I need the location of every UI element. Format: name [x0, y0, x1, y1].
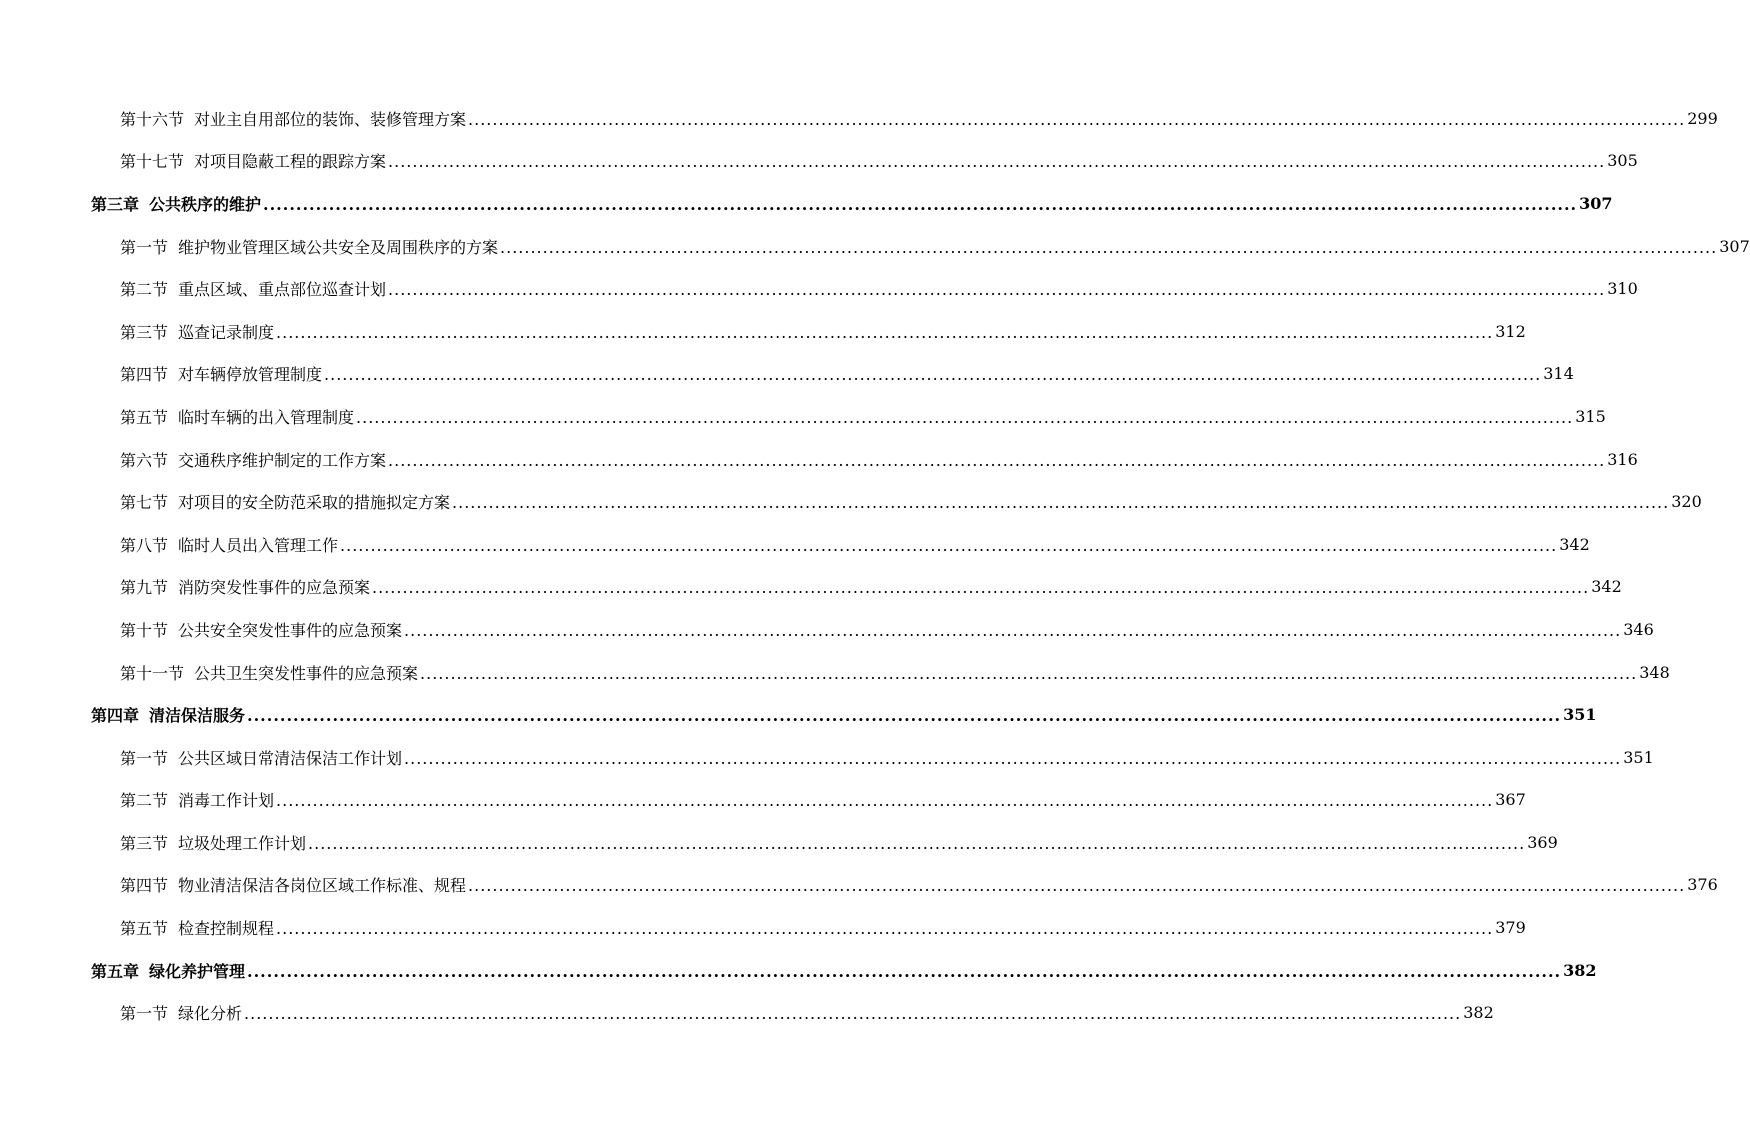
toc-dot-leader: ........................................................................................................................................................................................................ — [500, 237, 1718, 257]
toc-section-entry[interactable] — [0, 608, 1654, 651]
toc-entry-number: 第一节 — [120, 1004, 169, 1024]
toc-page-number: 346 — [1623, 619, 1654, 639]
toc-entry-number: 第二节 — [120, 791, 169, 811]
toc-entry-number: 第四节 — [120, 365, 169, 385]
toc-dot-leader: ........................................................................................................................................................................................................ — [468, 876, 1686, 896]
toc-entry-title: 临时车辆的出入管理制度 — [178, 407, 355, 427]
toc-entry-title: 公共秩序的维护 — [149, 194, 262, 214]
toc-entry-number: 第一节 — [120, 237, 169, 257]
toc-page-number: 342 — [1591, 577, 1622, 597]
toc-entry-title: 对车辆停放管理制度 — [178, 365, 323, 385]
toc-section-entry[interactable] — [0, 523, 1590, 566]
toc-section-entry[interactable] — [0, 97, 1718, 140]
table-of-contents — [0, 97, 1750, 1034]
toc-entry-title: 巡查记录制度 — [178, 322, 275, 342]
toc-dot-leader: ........................................................................................................................................................................................................ — [452, 493, 1670, 513]
toc-dot-leader: ........................................................................................................................................................................................................ — [263, 194, 1578, 214]
toc-entry-number: 第七节 — [120, 493, 169, 513]
toc-page-number: 307 — [1719, 236, 1750, 256]
toc-dot-leader: ........................................................................................................................................................................................................ — [276, 791, 1494, 811]
toc-entry-title: 公共卫生突发性事件的应急预案 — [194, 663, 419, 683]
toc-entry-title: 临时人员出入管理工作 — [178, 535, 339, 555]
toc-section-entry[interactable] — [0, 353, 1574, 396]
toc-dot-leader: ........................................................................................................................................................................................................ — [372, 578, 1590, 598]
toc-entry-title: 公共安全突发性事件的应急预案 — [178, 620, 403, 640]
toc-dot-leader: ........................................................................................................................................................................................................ — [308, 833, 1526, 853]
toc-entry-number: 第四章 — [91, 706, 140, 726]
toc-page-number: 351 — [1563, 705, 1597, 725]
toc-section-entry[interactable] — [0, 438, 1638, 481]
toc-entry-title: 对业主自用部位的装饰、装修管理方案 — [194, 109, 467, 129]
toc-page-number: 307 — [1579, 193, 1613, 213]
toc-page-number: 320 — [1671, 492, 1702, 512]
toc-page-number: 315 — [1575, 406, 1606, 426]
toc-page-number: 382 — [1563, 960, 1597, 980]
toc-chapter-entry[interactable] — [0, 949, 1597, 992]
toc-dot-leader: ........................................................................................................................................................................................................ — [247, 706, 1562, 726]
toc-section-entry[interactable] — [0, 310, 1526, 353]
toc-dot-leader: ........................................................................................................................................................................................................ — [388, 280, 1606, 300]
toc-page-number: 379 — [1495, 918, 1526, 938]
toc-entry-number: 第三节 — [120, 322, 169, 342]
toc-page-number: 369 — [1527, 832, 1558, 852]
toc-entry-title: 物业清洁保洁各岗位区域工作标准、规程 — [178, 876, 467, 896]
toc-section-entry[interactable] — [0, 225, 1750, 268]
toc-page-number: 348 — [1639, 662, 1670, 682]
toc-entry-number: 第五章 — [91, 961, 140, 981]
toc-entry-number: 第十六节 — [120, 109, 185, 129]
toc-page-number: 312 — [1495, 321, 1526, 341]
toc-entry-number: 第九节 — [120, 578, 169, 598]
toc-chapter-entry[interactable] — [0, 693, 1597, 736]
toc-dot-leader: ........................................................................................................................................................................................................ — [388, 152, 1606, 172]
toc-dot-leader: ........................................................................................................................................................................................................ — [276, 322, 1494, 342]
toc-page-number: 376 — [1687, 875, 1718, 895]
toc-dot-leader: ........................................................................................................................................................................................................ — [404, 620, 1622, 640]
toc-section-entry[interactable] — [0, 395, 1606, 438]
toc-entry-number: 第二节 — [120, 280, 169, 300]
toc-entry-title: 垃圾处理工作计划 — [178, 833, 307, 853]
toc-entry-number: 第八节 — [120, 535, 169, 555]
toc-page-number: 351 — [1623, 747, 1654, 767]
toc-entry-number: 第十七节 — [120, 152, 185, 172]
toc-section-entry[interactable] — [0, 480, 1702, 523]
toc-dot-leader: ........................................................................................................................................................................................................ — [356, 407, 1574, 427]
toc-dot-leader: ........................................................................................................................................................................................................ — [468, 109, 1686, 129]
toc-entry-number: 第十一节 — [120, 663, 185, 683]
toc-section-entry[interactable] — [0, 140, 1638, 183]
toc-entry-title: 清洁保洁服务 — [149, 706, 246, 726]
toc-entry-title: 交通秩序维护制定的工作方案 — [178, 450, 387, 470]
toc-section-entry[interactable] — [0, 991, 1494, 1034]
toc-entry-number: 第一节 — [120, 748, 169, 768]
toc-entry-number: 第三章 — [91, 194, 140, 214]
toc-entry-number: 第六节 — [120, 450, 169, 470]
toc-dot-leader: ........................................................................................................................................................................................................ — [247, 961, 1562, 981]
toc-page-number: 316 — [1607, 449, 1638, 469]
toc-page-number: 305 — [1607, 151, 1638, 171]
toc-entry-number: 第五节 — [120, 407, 169, 427]
toc-section-entry[interactable] — [0, 821, 1558, 864]
toc-entry-title: 消毒工作计划 — [178, 791, 275, 811]
toc-dot-leader: ........................................................................................................................................................................................................ — [340, 535, 1558, 555]
toc-section-entry[interactable] — [0, 566, 1622, 609]
toc-section-entry[interactable] — [0, 864, 1718, 907]
toc-entry-title: 公共区域日常清洁保洁工作计划 — [178, 748, 403, 768]
toc-entry-title: 绿化分析 — [178, 1004, 243, 1024]
toc-dot-leader: ........................................................................................................................................................................................................ — [420, 663, 1638, 683]
toc-entry-number: 第三节 — [120, 833, 169, 853]
toc-section-entry[interactable] — [0, 779, 1526, 822]
toc-page-number: 310 — [1607, 279, 1638, 299]
toc-entry-title: 对项目隐蔽工程的跟踪方案 — [194, 152, 387, 172]
toc-entry-title: 绿化养护管理 — [149, 961, 246, 981]
toc-entry-title: 消防突发性事件的应急预案 — [178, 578, 371, 598]
toc-section-entry[interactable] — [0, 267, 1638, 310]
toc-page-number: 299 — [1687, 108, 1718, 128]
toc-dot-leader: ........................................................................................................................................................................................................ — [244, 1004, 1462, 1024]
toc-page-number: 382 — [1463, 1003, 1494, 1023]
toc-dot-leader: ........................................................................................................................................................................................................ — [388, 450, 1606, 470]
toc-entry-number: 第五节 — [120, 919, 169, 939]
toc-entry-title: 对项目的安全防范采取的措施拟定方案 — [178, 493, 451, 513]
toc-page-number: 342 — [1559, 534, 1590, 554]
toc-dot-leader: ........................................................................................................................................................................................................ — [324, 365, 1542, 385]
toc-chapter-entry[interactable] — [0, 182, 1613, 225]
toc-section-entry[interactable] — [0, 736, 1654, 779]
toc-dot-leader: ........................................................................................................................................................................................................ — [276, 919, 1494, 939]
toc-entry-title: 重点区域、重点部位巡查计划 — [178, 280, 387, 300]
toc-dot-leader: ........................................................................................................................................................................................................ — [404, 748, 1622, 768]
toc-page-number: 367 — [1495, 790, 1526, 810]
toc-entry-number: 第四节 — [120, 876, 169, 896]
toc-entry-title: 检查控制规程 — [178, 919, 275, 939]
toc-page-number: 314 — [1543, 364, 1574, 384]
toc-entry-title: 维护物业管理区域公共安全及周围秩序的方案 — [178, 237, 499, 257]
toc-section-entry[interactable] — [0, 906, 1526, 949]
toc-section-entry[interactable] — [0, 651, 1670, 694]
toc-entry-number: 第十节 — [120, 620, 169, 640]
